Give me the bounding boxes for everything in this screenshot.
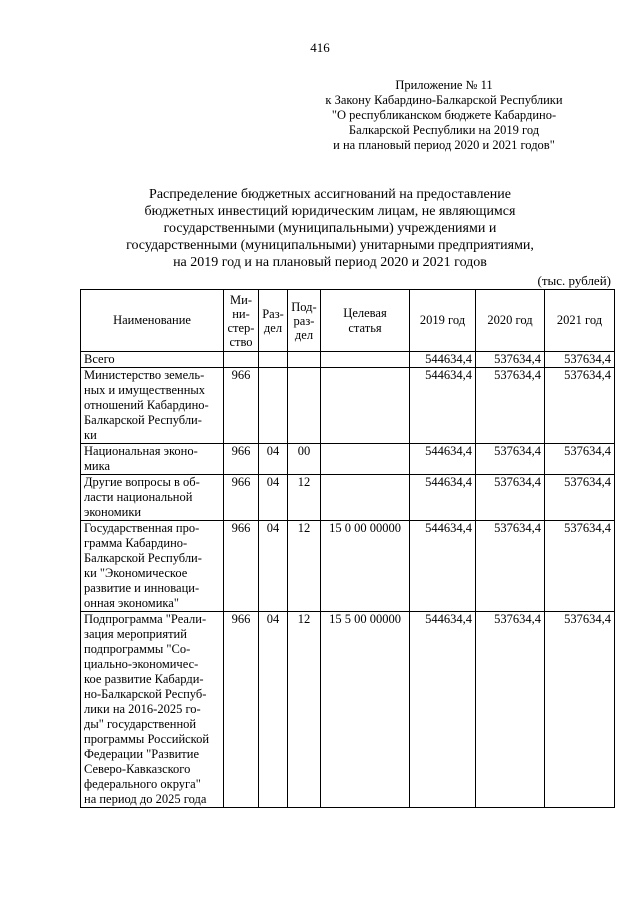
subsection-cell [288, 368, 321, 444]
table-row [81, 612, 615, 808]
value-2019-cell: 544634,4 [410, 612, 476, 808]
ministry-cell [224, 352, 259, 368]
value-2019-cell: 544634,4 [410, 444, 476, 475]
section-cell [259, 352, 288, 368]
table-row [81, 444, 615, 475]
value-2021-cell: 537634,4 [545, 521, 615, 612]
header-row [81, 290, 615, 352]
value-2019-cell: 544634,4 [410, 521, 476, 612]
value-2020-cell: 537634,4 [476, 612, 545, 808]
title-line: государственными (муниципальными) учреждениями и [163, 221, 497, 236]
subsection-cell: 12 [288, 521, 321, 612]
value-2020-cell: 537634,4 [476, 521, 545, 612]
section-cell [259, 368, 288, 444]
target-cell [321, 475, 410, 521]
subsection-cell [288, 352, 321, 368]
appendix-line: "О республиканском бюджете Кабардино- [331, 108, 557, 122]
header-2020: 2020 год [476, 290, 545, 352]
appendix-line: к Закону Кабардино-Балкарской Республики [325, 93, 563, 107]
title-line: на 2019 год и на плановый период 2020 и 2021 годов [173, 255, 487, 270]
section-cell: 04 [259, 521, 288, 612]
value-2021-cell: 537634,4 [545, 612, 615, 808]
name-cell: Государственная про- грамма Кабардино- Балкарской Республи- ки "Экономическое развитие и инноваци- онная экономика" [81, 521, 224, 612]
appendix-line: и на плановый период 2020 и 2021 годов" [333, 138, 555, 152]
title-line: бюджетных инвестиций юридическим лицам, не являющимся [144, 204, 516, 219]
appendix-note [294, 78, 594, 153]
budget-table [80, 289, 615, 808]
name-cell: Всего [81, 352, 224, 368]
name-cell: Другие вопросы в об- ласти национальной экономики [81, 475, 224, 521]
value-2020-cell: 537634,4 [476, 368, 545, 444]
target-cell [321, 444, 410, 475]
table-row [81, 368, 615, 444]
title-line: государственными (муниципальными) унитарными предприятиями, [126, 238, 534, 253]
target-cell [321, 368, 410, 444]
subsection-cell: 12 [288, 475, 321, 521]
ministry-cell: 966 [224, 475, 259, 521]
header-name: Наименование [81, 290, 224, 352]
section-cell: 04 [259, 475, 288, 521]
value-2021-cell: 537634,4 [545, 444, 615, 475]
value-2021-cell: 537634,4 [545, 475, 615, 521]
table-row [81, 475, 615, 521]
units-label: (тыс. рублей) [537, 273, 611, 288]
value-2019-cell: 544634,4 [410, 475, 476, 521]
document-title [100, 186, 560, 271]
value-2021-cell: 537634,4 [545, 352, 615, 368]
page-number: 416 [310, 40, 330, 55]
subsection-cell: 00 [288, 444, 321, 475]
value-2019-cell: 544634,4 [410, 352, 476, 368]
ministry-cell: 966 [224, 612, 259, 808]
name-cell: Национальная эконо- мика [81, 444, 224, 475]
header-ministry: Ми- ни- стер- ство [224, 290, 259, 352]
subsection-cell: 12 [288, 612, 321, 808]
value-2020-cell: 537634,4 [476, 352, 545, 368]
target-cell: 15 5 00 00000 [321, 612, 410, 808]
title-line: Распределение бюджетных ассигнований на предоставление [149, 187, 511, 202]
table-row [81, 521, 615, 612]
budget-table-body [81, 352, 615, 808]
header-section: Раз- дел [259, 290, 288, 352]
header-2019: 2019 год [410, 290, 476, 352]
value-2020-cell: 537634,4 [476, 444, 545, 475]
ministry-cell: 966 [224, 368, 259, 444]
ministry-cell: 966 [224, 444, 259, 475]
header-2021: 2021 год [545, 290, 615, 352]
table-row [81, 352, 615, 368]
section-cell: 04 [259, 612, 288, 808]
section-cell: 04 [259, 444, 288, 475]
target-cell: 15 0 00 00000 [321, 521, 410, 612]
header-target: Целевая статья [321, 290, 410, 352]
target-cell [321, 352, 410, 368]
value-2021-cell: 537634,4 [545, 368, 615, 444]
ministry-cell: 966 [224, 521, 259, 612]
value-2020-cell: 537634,4 [476, 475, 545, 521]
appendix-line: Балкарской Республики на 2019 год [348, 123, 540, 137]
name-cell: Подпрограмма "Реали- зация мероприятий подпрограммы "Со- циально-экономичес- кое развитие Кабарди- но-Балкарской Респуб- лики на 2016-2025 го- ды" государственной программы Российской Федерации "Развитие Северо-Кавказского федерального округа" на период до 2025 года [81, 612, 224, 808]
name-cell: Министерство земель- ных и имущественных отношений Кабардино- Балкарской Республи- ки [81, 368, 224, 444]
header-subsection: Под- раз- дел [288, 290, 321, 352]
appendix-line: Приложение № 11 [395, 78, 493, 92]
value-2019-cell: 544634,4 [410, 368, 476, 444]
